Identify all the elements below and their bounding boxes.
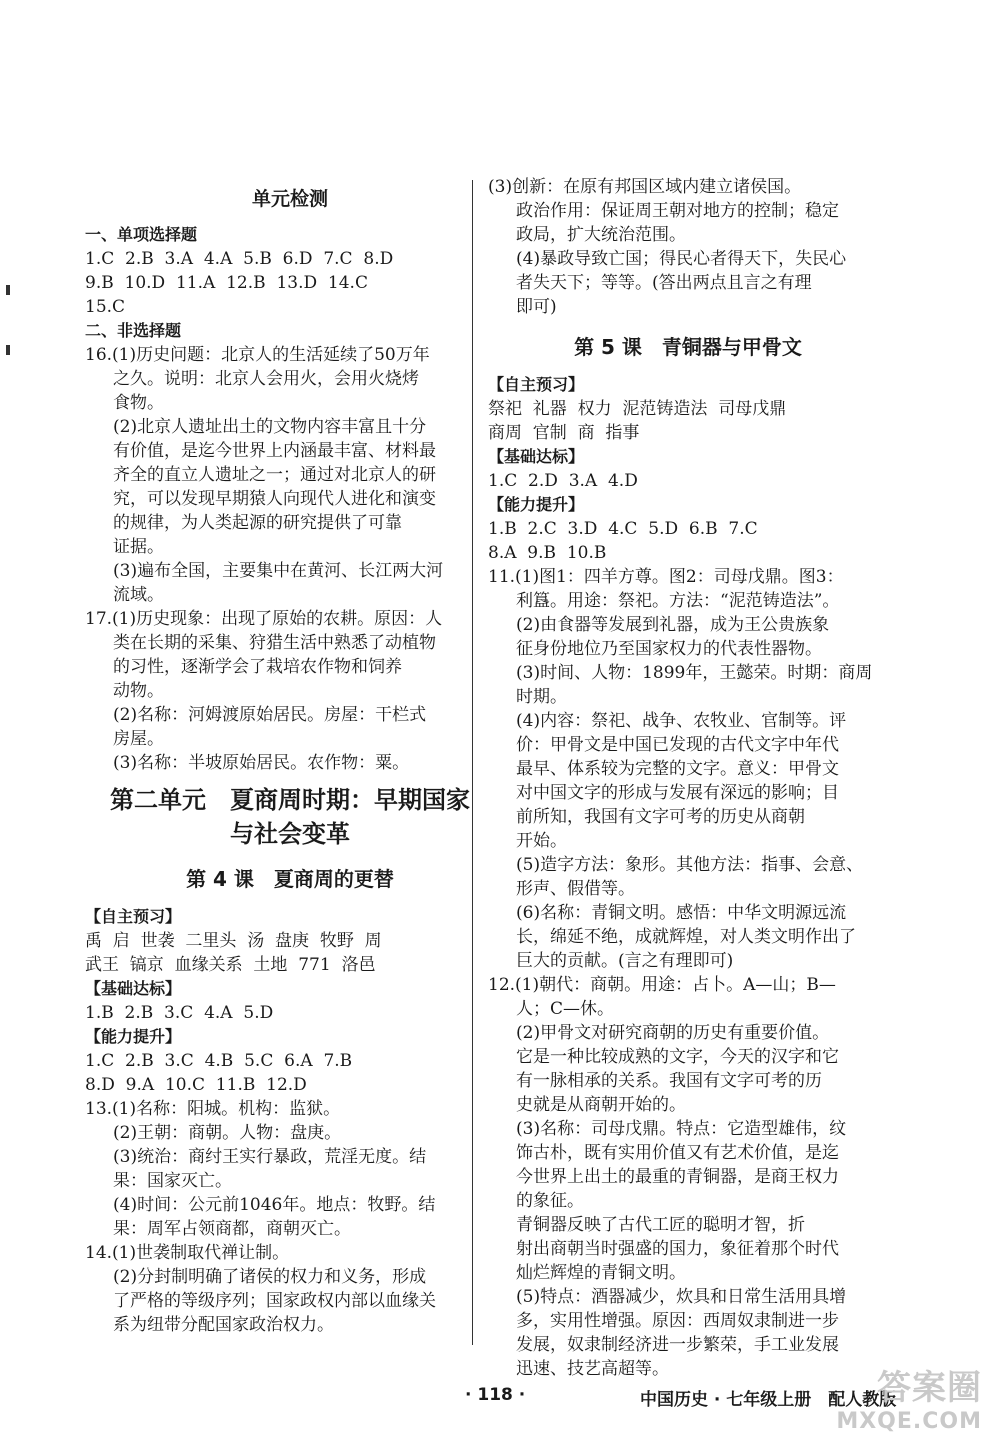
text-line: (4)暴政导致亡国；得民心者得天下，失民心 — [516, 249, 847, 269]
text-line: (3)创新：在原有邦国区域内建立诸侯国。 — [488, 177, 802, 197]
text-line: 发展，奴隶制经济进一步繁荣，手工业发展 — [516, 1335, 839, 1355]
text-line: 15.C — [85, 297, 126, 317]
question-11 — [488, 565, 888, 973]
text-line: 13.(1)名称：阳城。机构：监狱。 — [85, 1099, 341, 1119]
text-line: (5)特点：酒器减少，炊具和日常生活用具增 — [516, 1287, 847, 1307]
text-line: (2)名称：河姆渡原始居民。房屋：干栏式 — [113, 705, 427, 725]
question-17 — [85, 607, 495, 775]
part1-heading: 一、单项选择题 — [85, 225, 198, 244]
text-line: 武王 镐京 血缘关系 土地 771 洛邑 — [85, 955, 376, 975]
text-line: 迅速、技艺高超等。 — [516, 1359, 669, 1379]
text-line: 多，实用性增强。原因：西周奴隶制进一步 — [516, 1311, 839, 1331]
text-line: 8.A 9.B 10.B — [488, 543, 607, 563]
text-line: 价：甲骨文是中国已发现的古代文字中年代 — [516, 735, 839, 755]
text-line: 类在长期的采集、狩猎生活中熟悉了动植物 — [113, 633, 436, 653]
question-16 — [85, 343, 495, 607]
watermark-logo — [836, 1368, 982, 1439]
l4-advanced-heading: 【能力提升】 — [85, 1027, 182, 1046]
text-line: (3)名称：半坡原始居民。农作物：粟。 — [113, 753, 410, 773]
text-line: 齐全的直立人遗址之一；通过对北京人的研 — [113, 465, 436, 485]
text-line: 有一脉相承的关系。我国有文字可考的历 — [516, 1071, 822, 1091]
unit-title — [85, 783, 495, 851]
watermark-main: 答案圈 — [877, 1368, 982, 1408]
text-line: 食物。 — [113, 393, 164, 413]
unit-title-line1: 第二单元 夏商周时期：早期国家 — [110, 786, 470, 814]
margin-mark — [6, 345, 10, 355]
part1-answers — [85, 247, 495, 319]
text-line: 利簋。用途：祭祀。方法：“泥范铸造法”。 — [516, 591, 840, 611]
text-line: (2)甲骨文对研究商朝的历史有重要价值。 — [516, 1023, 830, 1043]
text-line: 11.(1)图1：四羊方尊。图2：司母戊鼎。图3： — [488, 567, 844, 587]
text-line: 究，可以发现早期猿人向现代人进化和演变 — [113, 489, 436, 509]
text-line: 系为纽带分配国家政治权力。 — [113, 1315, 334, 1335]
text-line: 开始。 — [516, 831, 567, 851]
lesson5-title: 第 5 课 青铜器与甲骨文 — [574, 335, 802, 359]
text-line: 的习性，逐渐学会了栽培农作物和饲养 — [113, 657, 402, 677]
text-line: (2)北京人遗址出土的文物内容丰富且十分 — [113, 417, 427, 437]
l4-basic-heading: 【基础达标】 — [85, 979, 182, 998]
question-14 — [85, 1241, 495, 1337]
text-line: (4)时间：公元前1046年。地点：牧野。结 — [113, 1195, 436, 1215]
text-line: 青铜器反映了古代工匠的聪明才智，折 — [516, 1215, 805, 1235]
text-line: 即可) — [516, 297, 557, 317]
text-line: 商周 官制 商 指事 — [488, 423, 640, 443]
text-line: 禹 启 世袭 二里头 汤 盘庚 牧野 周 — [85, 931, 382, 951]
part2-heading: 二、非选择题 — [85, 321, 182, 340]
watermark-sub: MXQE.COM — [836, 1409, 982, 1434]
l5-preview-heading: 【自主预习】 — [488, 375, 585, 394]
l5-basic — [488, 469, 888, 493]
text-line: 1.B 2.B 3.C 4.A 5.D — [85, 1003, 274, 1023]
text-line: (6)名称：青铜文明。感悟：中华文明源远流 — [516, 903, 847, 923]
text-line: 饰古朴，既有实用价值又有艺术价值，是迄 — [516, 1143, 839, 1163]
l5-preview — [488, 397, 888, 445]
text-line: 1.C 2.D 3.A 4.D — [488, 471, 638, 491]
lesson4-title: 第 4 课 夏商周的更替 — [186, 867, 394, 891]
text-line: 者失天下；等等。(答出两点且言之有理 — [516, 273, 812, 293]
text-line: 今世界上出土的最重的青铜器，是商王权力 — [516, 1167, 839, 1187]
text-line: 征身份地位乃至国家权力的代表性器物。 — [516, 639, 822, 659]
text-line: 的规律，为人类起源的研究提供了可靠 — [113, 513, 402, 533]
text-line: 最早、体系较为完整的文字。意义：甲骨文 — [516, 759, 839, 779]
text-line: 14.(1)世袭制取代禅让制。 — [85, 1243, 290, 1263]
page-number: · 118 · — [465, 1385, 526, 1405]
text-line: 射出商朝当时强盛的国力，象征着那个时代 — [516, 1239, 839, 1259]
text-line: 之久。说明：北京人会用火，会用火烧烤 — [113, 369, 419, 389]
text-line: 的象征。 — [516, 1191, 584, 1211]
text-line: 1.C 2.B 3.A 4.A 5.B 6.D 7.C 8.D — [85, 249, 394, 269]
text-line: 9.B 10.D 11.A 12.B 13.D 14.C — [85, 273, 368, 293]
text-line: 人；C—休。 — [516, 999, 615, 1019]
text-line: (2)王朝：商朝。人物：盘庚。 — [113, 1123, 342, 1143]
text-line: 房屋。 — [113, 729, 164, 749]
text-line: 了严格的等级序列；国家政权内部以血缘关 — [113, 1291, 436, 1311]
text-line: 它是一种比较成熟的文字，今天的汉字和它 — [516, 1047, 839, 1067]
text-line: 1.B 2.C 3.D 4.C 5.D 6.B 7.C — [488, 519, 758, 539]
text-line: (5)造字方法：象形。其他方法：指事、会意、 — [516, 855, 864, 875]
text-line: (3)统治：商纣王实行暴政，荒淫无度。结 — [113, 1147, 427, 1167]
text-line: 17.(1)历史现象：出现了原始的农耕。原因：人 — [85, 609, 443, 629]
text-line: (2)分封制明确了诸侯的权力和义务，形成 — [113, 1267, 427, 1287]
text-line: 政治作用：保证周王朝对地方的控制；稳定 — [516, 201, 839, 221]
text-line: (4)内容：祭祀、战争、农牧业、官制等。评 — [516, 711, 847, 731]
text-line: 8.D 9.A 10.C 11.B 12.D — [85, 1075, 307, 1095]
right-column — [488, 175, 888, 1381]
text-line: 形声、假借等。 — [516, 879, 635, 899]
text-line: 对中国文字的形成与发展有深远的影响；目 — [516, 783, 839, 803]
text-line: 时期。 — [516, 687, 567, 707]
text-line: 果：周军占领商都，商朝灭亡。 — [113, 1219, 351, 1239]
text-line: 巨大的贡献。(言之有理即可) — [516, 951, 734, 971]
question-13 — [85, 1097, 495, 1241]
l4-preview-heading: 【自主预习】 — [85, 907, 182, 926]
text-line: 史就是从商朝开始的。 — [516, 1095, 686, 1115]
text-line: 前所知，我国有文字可考的历史从商朝 — [516, 807, 805, 827]
text-line: 祭祀 礼器 权力 泥范铸造法 司母戊鼎 — [488, 399, 787, 419]
question-14-continued — [488, 175, 888, 319]
text-line: 16.(1)历史问题：北京人的生活延续了50万年 — [85, 345, 430, 365]
text-line: 灿烂辉煌的青铜文明。 — [516, 1263, 686, 1283]
section-title: 单元检测 — [251, 188, 328, 210]
text-line: 长，绵延不绝，成就辉煌，对人类文明作出了 — [516, 927, 856, 947]
text-line: 1.C 2.B 3.C 4.B 5.C 6.A 7.B — [85, 1051, 353, 1071]
text-line: 政局，扩大统治范围。 — [516, 225, 686, 245]
unit-title-line2: 与社会变革 — [230, 820, 350, 848]
text-line: 动物。 — [113, 681, 164, 701]
text-line: (3)时间、人物：1899年，王懿荣。时期：商周 — [516, 663, 873, 683]
l5-advanced — [488, 517, 888, 565]
question-12 — [488, 973, 888, 1381]
text-line: 有价值，是迄今世界上内涵最丰富、材料最 — [113, 441, 436, 461]
book-info: 中国历史 · 七年级上册 配人教版 — [640, 1390, 897, 1410]
column-divider — [472, 180, 473, 1345]
text-line: 12.(1)朝代：商朝。用途：占卜。A—山；B— — [488, 975, 836, 995]
text-line: (3)遍布全国，主要集中在黄河、长江两大河 — [113, 561, 444, 581]
text-line: 果：国家灭亡。 — [113, 1171, 232, 1191]
text-line: (2)由食器等发展到礼器，成为王公贵族象 — [516, 615, 830, 635]
l5-basic-heading: 【基础达标】 — [488, 447, 585, 466]
l4-basic — [85, 1001, 495, 1025]
l4-preview — [85, 929, 495, 977]
l5-advanced-heading: 【能力提升】 — [488, 495, 585, 514]
text-line: 流域。 — [113, 585, 164, 605]
text-line: 证据。 — [113, 537, 164, 557]
text-line: (3)名称：司母戊鼎。特点：它造型雄伟，纹 — [516, 1119, 847, 1139]
left-column — [85, 175, 495, 1337]
l4-advanced — [85, 1049, 495, 1097]
margin-mark — [6, 285, 10, 295]
